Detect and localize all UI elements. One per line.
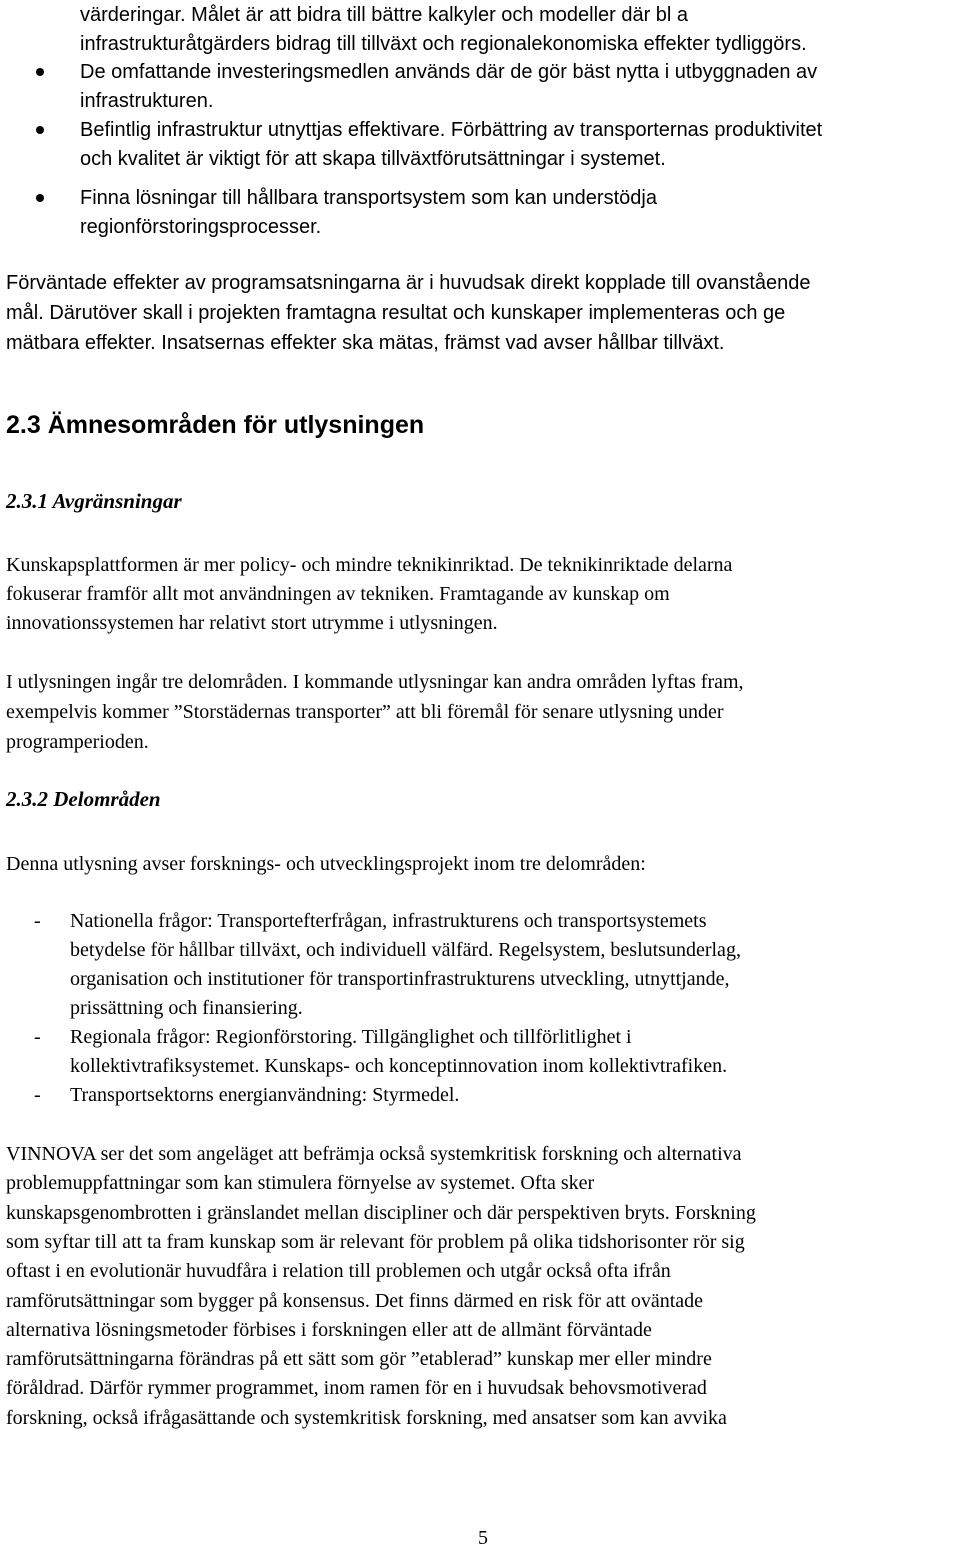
intro-line: infrastrukturåtgärders bidrag till tillväxt och regionalekonomiska effekter tydliggörs. (80, 33, 807, 55)
paragraph-line: ramförutsättningarna förändras på ett sätt som gör ”etablerad” kunskap mer eller mindre (6, 1348, 712, 1370)
list-item-line: Transportsektorns energianvändning: Styrmedel. (70, 1084, 460, 1106)
paragraph-line: ramförutsättningar som bygger på konsensus. Det finns därmed en risk för att oväntade (6, 1290, 704, 1312)
list-item-line: kollektivtrafiksystemet. Kunskaps- och konceptinnovation inom kollektivtrafiken. (70, 1055, 728, 1077)
bullet-dot (36, 194, 44, 202)
subsection-heading: 2.3.2 Delområden (6, 787, 161, 811)
list-item-line: organisation och institutioner för transportinfrastrukturens utveckling, utnyttjande, (70, 968, 730, 990)
list-item-line: Nationella frågor: Transportefterfrågan, infrastrukturens och transportsystemets (70, 910, 707, 932)
section-heading: 2.3 Ämnesområden för utlysningen (6, 411, 425, 439)
paragraph-line: föråldrad. Därför rymmer programmet, inom ramen för en i huvudsak behovsmotiverad (6, 1377, 707, 1399)
bullet-line: Finna lösningar till hållbara transportsystem som kan understödja (80, 187, 657, 209)
paragraph-line: alternativa lösningsmetoder förbises i forskningen eller att de allmänt förväntade (6, 1319, 652, 1341)
bullet-line: Befintlig infrastruktur utnyttjas effektivare. Förbättring av transporternas produktivitet (80, 119, 823, 141)
paragraph-line: kunskapsgenombrotten i gränslandet mellan discipliner och där perspektiven bryts. Forskning (6, 1202, 756, 1224)
effects-line: mätbara effekter. Insatsernas effekter ska mätas, främst vad avser hållbar tillväxt. (6, 332, 725, 354)
intro-line: värderingar. Målet är att bidra till bättre kalkyler och modeller där bl a (80, 4, 689, 26)
bullet-line: regionförstoringsprocesser. (80, 216, 322, 238)
paragraph-line: exempelvis kommer ”Storstädernas transporter” att bli föremål för senare utlysning under (6, 701, 724, 723)
bullet-dot (36, 68, 44, 76)
bullet-line: infrastrukturen. (80, 90, 214, 112)
paragraph-line: som syftar till att ta fram kunskap som är relevant för problem på olika tidshorisonter rör sig (6, 1231, 745, 1253)
bullet-line: De omfattande investeringsmedlen används där de gör bäst nytta i utbyggnaden av (80, 61, 818, 83)
paragraph-line: oftast i en evolutionär huvudfåra i relation till problemen och utgår också ofta ifrån (6, 1260, 671, 1282)
effects-line: Förväntade effekter av programsatsningarna är i huvudsak direkt kopplade till ovanstående (6, 272, 811, 294)
list-dash: - (34, 1084, 41, 1106)
paragraph-line: forskning, också ifrågasättande och systemkritisk forskning, med ansatser som kan avvika (6, 1407, 727, 1429)
paragraph-line: fokuserar framför allt mot användningen av tekniken. Framtagande av kunskap om (6, 583, 670, 605)
bullet-dot (36, 126, 44, 134)
list-item-line: prissättning och finansiering. (70, 997, 303, 1019)
list-item-line: Regionala frågor: Regionförstoring. Tillgänglighet och tillförlitlighet i (70, 1026, 632, 1048)
list-dash: - (34, 1026, 41, 1048)
paragraph-line: innovationssystemen har relativt stort utrymme i utlysningen. (6, 612, 498, 634)
list-item-line: betydelse för hållbar tillväxt, och individuell välfärd. Regelsystem, beslutsunderlag, (70, 939, 741, 961)
paragraph-line: I utlysningen ingår tre delområden. I kommande utlysningar kan andra områden lyftas fram, (6, 671, 744, 693)
bullet-line: och kvalitet är viktigt för att skapa tillväxtförutsättningar i systemet. (80, 148, 666, 170)
effects-line: mål. Därutöver skall i projekten framtagna resultat och kunskaper implementeras och ge (6, 302, 786, 324)
page-number: 5 (478, 1527, 488, 1549)
subsection-heading: 2.3.1 Avgränsningar (6, 489, 182, 513)
paragraph-line: problemuppfattningar som kan stimulera förnyelse av systemet. Ofta sker (6, 1172, 595, 1194)
list-dash: - (34, 910, 41, 932)
paragraph-line: programperioden. (6, 731, 149, 753)
paragraph-line: Denna utlysning avser forsknings- och utvecklingsprojekt inom tre delområden: (6, 853, 646, 875)
paragraph-line: Kunskapsplattformen är mer policy- och mindre teknikinriktad. De teknikinriktade delarna (6, 554, 733, 576)
paragraph-line: VINNOVA ser det som angeläget att befrämja också systemkritisk forskning och alternativa (6, 1143, 742, 1165)
